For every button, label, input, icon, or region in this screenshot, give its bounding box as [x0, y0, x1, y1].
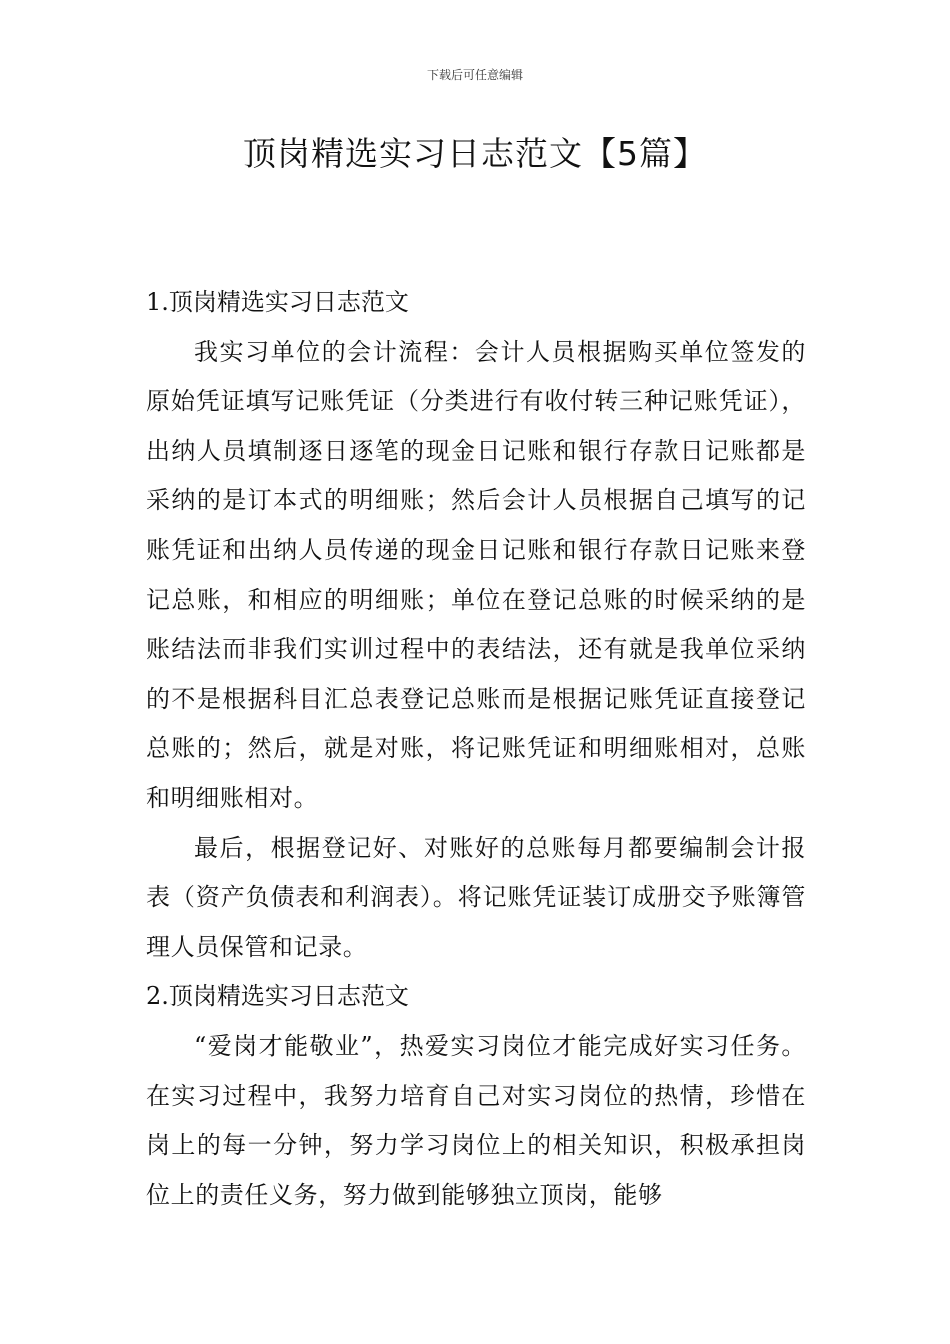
paragraph: 最后，根据登记好、对账好的总账每月都要编制会计报表（资产负债表和利润表）。将记账凭证装订成册交予账簿管理人员保管和记录。: [146, 833, 806, 961]
paragraph: 我实习单位的会计流程：会计人员根据购买单位签发的原始凭证填写记账凭证（分类进行有收付转三种记账凭证），出纳人员填制逐日逐笔的现金日记账和银行存款日记账都是采纳的是订本式的明细账；然后会计人员根据自己填写的记账凭证和出纳人员传递的现金日记账和银行存款日记账来登记总账，和相应的明细账；单位在登记总账的时候采纳的是账结法而非我们实训过程中的表结法，还有就是我单位采纳的不是根据科目汇总表登记总账而是根据记账凭证直接登记总账的；然后，就是对账，将记账凭证和明细账相对，总账和明细账相对。: [146, 337, 806, 812]
document-body: [146, 278, 806, 1220]
document-title: 顶岗精选实习日志范文【5篇】: [243, 134, 707, 173]
section-heading-1: 1.顶岗精选实习日志范文: [146, 288, 409, 316]
header-note: 下载后可任意编辑: [426, 68, 523, 82]
section-heading-2: 2.顶岗精选实习日志范文: [146, 982, 409, 1011]
paragraph: “爱岗才能敬业”，热爱实习岗位才能完成好实习任务。在实习过程中，我努力培育自己对实习岗位的热情，珍惜在岗上的每一分钟，努力学习岗位上的相关知识，积极承担岗位上的责任义务，努力做到能够独立顶岗，能够: [146, 1031, 806, 1209]
